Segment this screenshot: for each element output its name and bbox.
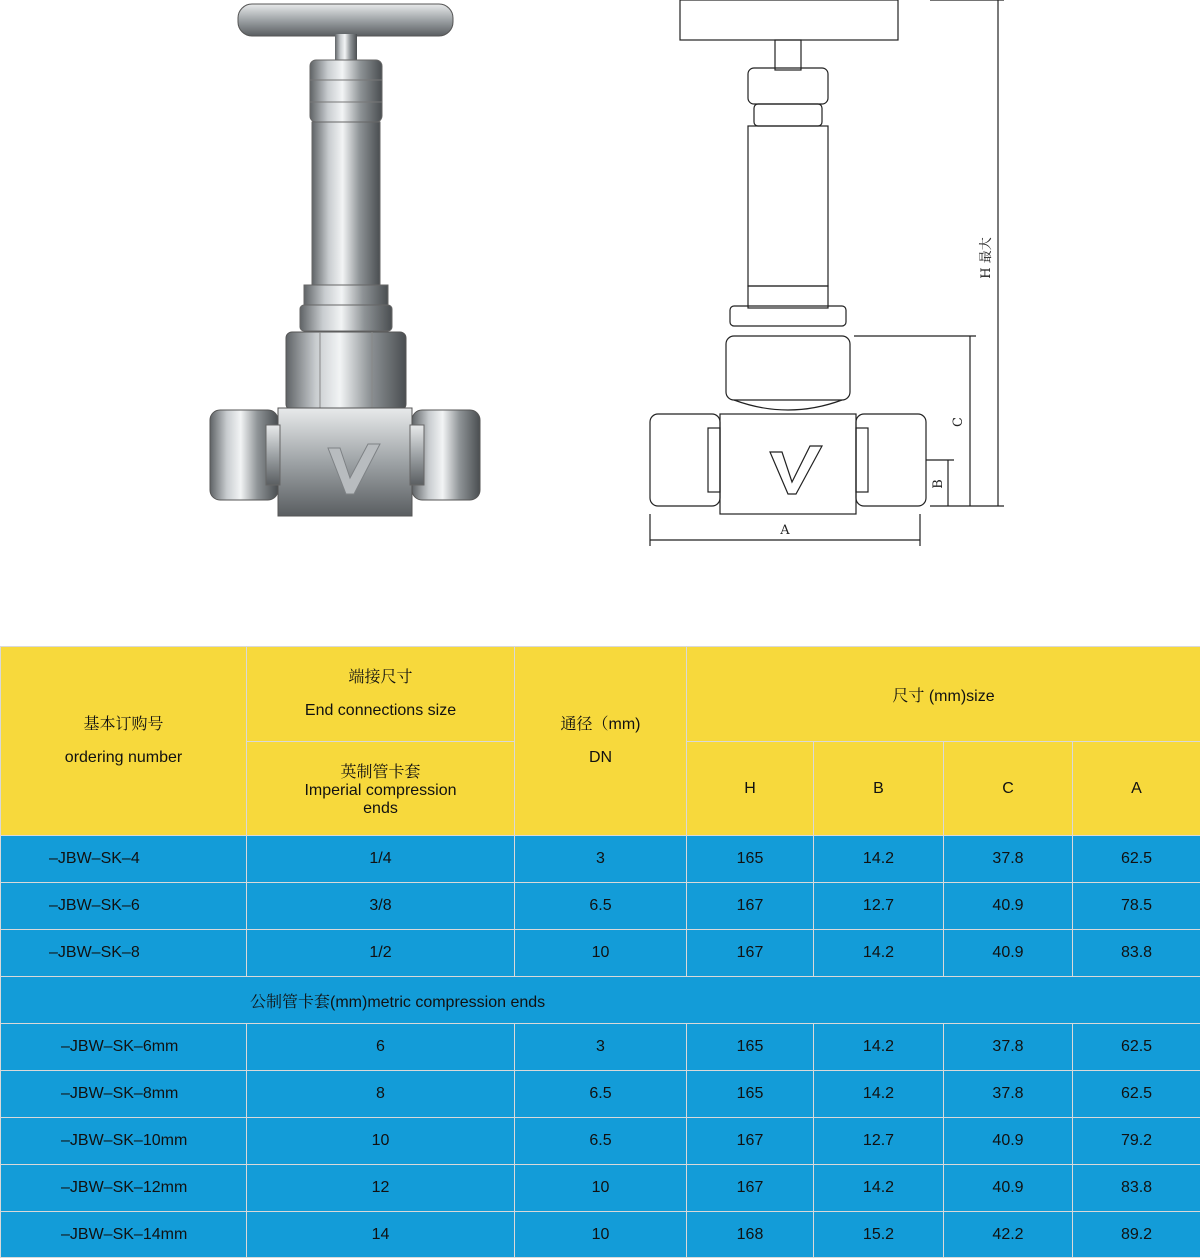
cell-order: –JBW–SK–8mm (1, 1071, 247, 1118)
header-col-h: H (687, 742, 814, 836)
dim-label-b: B (931, 479, 946, 489)
table-row (1, 883, 1200, 930)
header-col-b: B (814, 742, 944, 836)
cell-a: 89.2 (1073, 1212, 1200, 1258)
dimension-drawing (630, 0, 1050, 560)
cell-size: 8 (247, 1071, 515, 1118)
header-bore-dn: 通径（mm) DN (515, 647, 687, 836)
cell-a: 79.2 (1073, 1118, 1200, 1165)
cell-dn: 10 (515, 930, 687, 977)
cell-dn: 3 (515, 836, 687, 883)
cell-c: 40.9 (944, 1165, 1073, 1212)
cell-h: 167 (687, 1165, 814, 1212)
cell-dn: 3 (515, 1024, 687, 1071)
cell-c: 42.2 (944, 1212, 1073, 1258)
cell-b: 12.7 (814, 883, 944, 930)
cell-order: –JBW–SK–12mm (1, 1165, 247, 1212)
cell-dn: 10 (515, 1165, 687, 1212)
cell-order: –JBW–SK–6mm (1, 1024, 247, 1071)
cell-h: 167 (687, 930, 814, 977)
cell-h: 165 (687, 1024, 814, 1071)
cell-order: –JBW–SK–14mm (1, 1212, 247, 1258)
cell-c: 40.9 (944, 883, 1073, 930)
header-ordering-number: 基本订购号 ordering number (1, 647, 247, 836)
cell-b: 14.2 (814, 930, 944, 977)
valve-photo (190, 0, 510, 530)
header-col-a: A (1073, 742, 1200, 836)
cell-h: 165 (687, 1071, 814, 1118)
dim-label-h: H 最大 (978, 237, 994, 278)
cell-size: 10 (247, 1118, 515, 1165)
cell-order: –JBW–SK–8 (1, 930, 247, 977)
cell-size: 1/2 (247, 930, 515, 977)
cell-size: 12 (247, 1165, 515, 1212)
cell-dn: 6.5 (515, 1118, 687, 1165)
cell-size: 14 (247, 1212, 515, 1258)
header-end-connections: 端接尺寸 End connections size (247, 647, 515, 742)
cell-size: 6 (247, 1024, 515, 1071)
table-row (1, 1165, 1200, 1212)
metric-section-label: 公制管卡套(mm)metric compression ends (1, 977, 1200, 1024)
cell-h: 168 (687, 1212, 814, 1258)
cell-a: 83.8 (1073, 1165, 1200, 1212)
cell-h: 167 (687, 883, 814, 930)
cell-dn: 6.5 (515, 883, 687, 930)
cell-dn: 6.5 (515, 1071, 687, 1118)
header-imperial-ends: 英制管卡套 Imperial compression ends (247, 742, 515, 836)
table-row (1, 836, 1200, 883)
table-row (1, 1212, 1200, 1258)
cell-c: 37.8 (944, 1071, 1073, 1118)
cell-a: 62.5 (1073, 1071, 1200, 1118)
header-col-c: C (944, 742, 1073, 836)
cell-a: 83.8 (1073, 930, 1200, 977)
cell-h: 165 (687, 836, 814, 883)
cell-a: 62.5 (1073, 836, 1200, 883)
table-row (1, 1024, 1200, 1071)
cell-a: 62.5 (1073, 1024, 1200, 1071)
cell-b: 15.2 (814, 1212, 944, 1258)
cell-size: 3/8 (247, 883, 515, 930)
cell-order: –JBW–SK–4 (1, 836, 247, 883)
metric-section-row (1, 977, 1200, 1024)
dim-label-a: A (779, 523, 790, 538)
table-row (1, 1071, 1200, 1118)
cell-c: 40.9 (944, 1118, 1073, 1165)
cell-order: –JBW–SK–10mm (1, 1118, 247, 1165)
cell-b: 14.2 (814, 1071, 944, 1118)
cell-h: 167 (687, 1118, 814, 1165)
cell-dn: 10 (515, 1212, 687, 1258)
table-row (1, 1118, 1200, 1165)
cell-b: 14.2 (814, 836, 944, 883)
cell-b: 14.2 (814, 1024, 944, 1071)
header-size: 尺寸 (mm)size (687, 647, 1200, 742)
cell-c: 40.9 (944, 930, 1073, 977)
spec-table (0, 646, 1200, 1258)
cell-size: 1/4 (247, 836, 515, 883)
cell-a: 78.5 (1073, 883, 1200, 930)
dim-label-c: C (951, 417, 966, 427)
cell-b: 12.7 (814, 1118, 944, 1165)
cell-c: 37.8 (944, 1024, 1073, 1071)
cell-b: 14.2 (814, 1165, 944, 1212)
cell-order: –JBW–SK–6 (1, 883, 247, 930)
table-row (1, 930, 1200, 977)
cell-c: 37.8 (944, 836, 1073, 883)
